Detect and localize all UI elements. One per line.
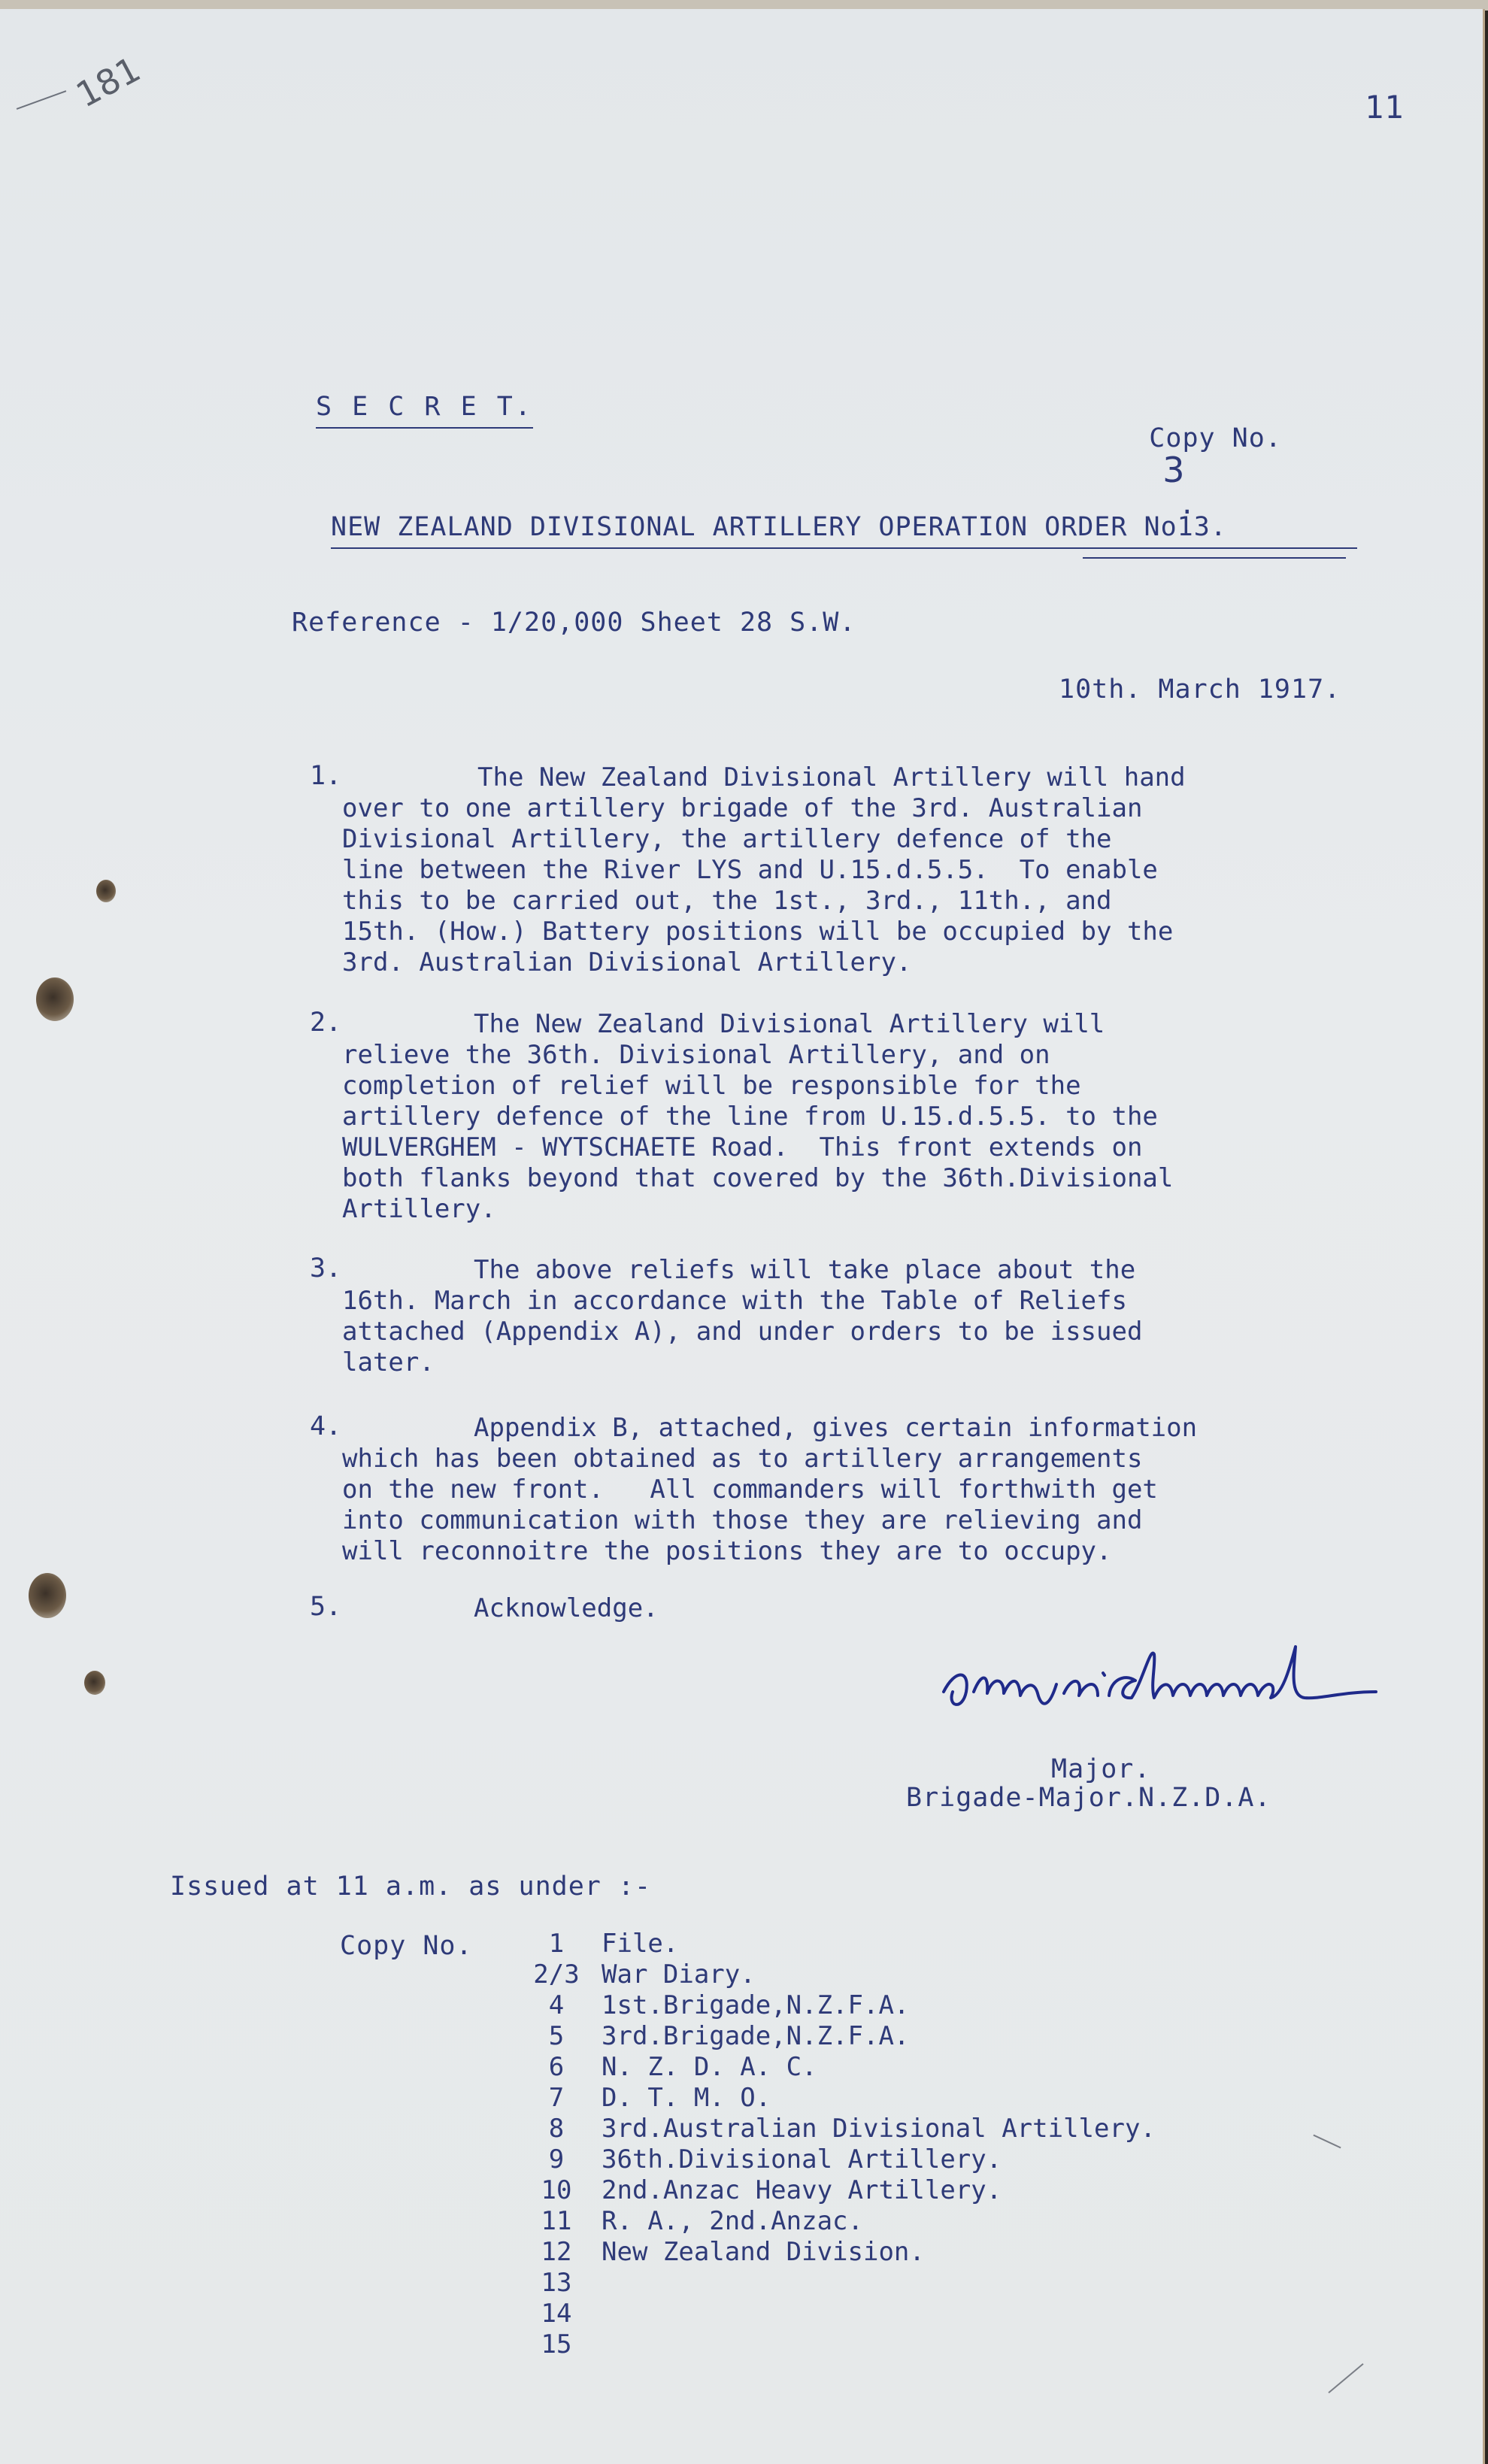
copy-number-cell: 8	[548, 2114, 565, 2144]
copy-number-cell: 2/3	[533, 1959, 580, 1990]
copy-number-cell: 9	[548, 2144, 565, 2175]
paragraph-number: 1.	[310, 761, 342, 791]
folio-number: 181	[69, 48, 147, 116]
copy-number-cell: 14	[541, 2299, 572, 2329]
recipient: 2nd.Anzac Heavy Artillery.	[602, 2175, 1002, 2205]
distribution-row	[519, 2206, 1156, 2237]
recipient	[594, 2329, 602, 2360]
copy-number-cell: 4	[548, 1990, 565, 2020]
signatory-rank: Major.	[1051, 1754, 1151, 1784]
order-title: NEW ZEALAND DIVISIONAL ARTILLERY OPERATION ORDER No13.	[331, 511, 1357, 549]
copy-number-cell: 7	[548, 2083, 565, 2113]
distribution-row	[519, 2237, 1156, 2268]
paragraph-number: 3.	[310, 1253, 342, 1284]
distribution-row	[519, 2114, 1156, 2144]
distribution-row	[519, 2299, 1156, 2329]
punch-hole	[84, 1671, 105, 1695]
distribution-row	[519, 2144, 1156, 2175]
distribution-row	[519, 2329, 1156, 2360]
classification-heading: S E C R E T.	[316, 391, 533, 429]
copy-number-cell: 1	[548, 1929, 565, 1959]
pencil-mark	[17, 90, 66, 110]
recipient: File.	[602, 1929, 679, 1959]
issued-line: Issued at 11 a.m. as under :-	[170, 1871, 652, 1902]
copy-number: Copy No. 3 .	[1083, 391, 1346, 559]
recipient	[594, 2299, 602, 2329]
copy-number-cell: 6	[548, 2052, 565, 2082]
paragraph-5: Acknowledge.	[474, 1593, 659, 1623]
pencil-mark	[1328, 2363, 1363, 2393]
copy-no-value: 3	[1162, 450, 1186, 490]
pencil-mark	[1313, 2135, 1341, 2149]
signatory-appointment: Brigade-Major.N.Z.D.A.	[906, 1783, 1271, 1813]
order-date: 10th. March 1917.	[1059, 674, 1341, 705]
distribution-row	[519, 2268, 1156, 2299]
reference-line: Reference - 1/20,000 Sheet 28 S.W.	[292, 608, 856, 638]
distribution-row	[519, 2052, 1156, 2083]
recipient: 3rd.Brigade,N.Z.F.A.	[602, 2021, 910, 2051]
recipient: N. Z. D. A. C.	[602, 2052, 817, 2082]
recipient: 3rd.Australian Divisional Artillery.	[602, 2114, 1156, 2144]
page-number: 11	[1365, 89, 1405, 126]
distribution-row	[519, 2021, 1156, 2052]
copy-no-label: Copy No.	[1149, 423, 1282, 453]
distribution-row	[519, 1929, 1156, 1959]
recipient: R. A., 2nd.Anzac.	[602, 2206, 863, 2236]
copy-number-cell: 12	[541, 2237, 572, 2267]
distribution-row	[519, 1990, 1156, 2021]
paragraph-1: The New Zealand Divisional Artillery will hand over to one artillery brigade of the 3rd. Australian Divisional Artillery, the artillery defence of the line between the River LYS and U.15.d.5.5. To enable this to be carried out, the 1st., 3rd., 11th., and 15th. (How.) Battery positions will be occupied by the 3rd. Australian Divisional Artillery.	[342, 762, 1186, 977]
recipient: New Zealand Division.	[602, 2237, 925, 2267]
punch-hole	[36, 977, 74, 1021]
distribution-row	[519, 2083, 1156, 2114]
distribution-row	[519, 2175, 1156, 2206]
paragraph-3: The above reliefs will take place about the 16th. March in accordance with the Table of Reliefs attached (Appendix A), and under orders to be issued later.	[342, 1255, 1143, 1377]
distribution-row	[519, 1959, 1156, 1990]
copy-number-cell: 11	[541, 2206, 572, 2236]
copy-number-cell: 13	[541, 2268, 572, 2298]
recipient: D. T. M. O.	[602, 2083, 771, 2113]
document-page	[0, 9, 1485, 2464]
distribution-list	[519, 1929, 1156, 2360]
copy-number-cell: 5	[548, 2021, 565, 2051]
punch-hole	[29, 1573, 66, 1618]
recipient: War Diary.	[602, 1959, 756, 1990]
paragraph-number: 5.	[310, 1592, 342, 1622]
recipient: 36th.Divisional Artillery.	[602, 2144, 1002, 2175]
punch-hole	[96, 880, 116, 902]
paragraph-4: Appendix B, attached, gives certain information which has been obtained as to artillery arrangements on the new front. All commanders will forthwith get into communication with those they are relieving and will reconnoitre the positions they are to occupy.	[342, 1413, 1198, 1566]
paragraph-number: 2.	[310, 1008, 342, 1038]
recipient	[594, 2268, 602, 2299]
recipient: 1st.Brigade,N.Z.F.A.	[602, 1990, 910, 2020]
paragraph-2: The New Zealand Divisional Artillery will relieve the 36th. Divisional Artillery, and on completion of relief will be responsible for the artillery defence of the line from U.15.d.5.5. to the WULVERGHEM - WYTSCHAETE Road. This front extends on both flanks beyond that covered by the 36th.Divisional Artillery.	[342, 1009, 1174, 1224]
paragraph-number: 4.	[310, 1411, 342, 1441]
copy-number-cell: 10	[541, 2175, 572, 2205]
distribution-label: Copy No.	[340, 1931, 473, 1961]
handwritten-signature	[936, 1639, 1380, 1722]
copy-number-cell: 15	[541, 2329, 572, 2359]
